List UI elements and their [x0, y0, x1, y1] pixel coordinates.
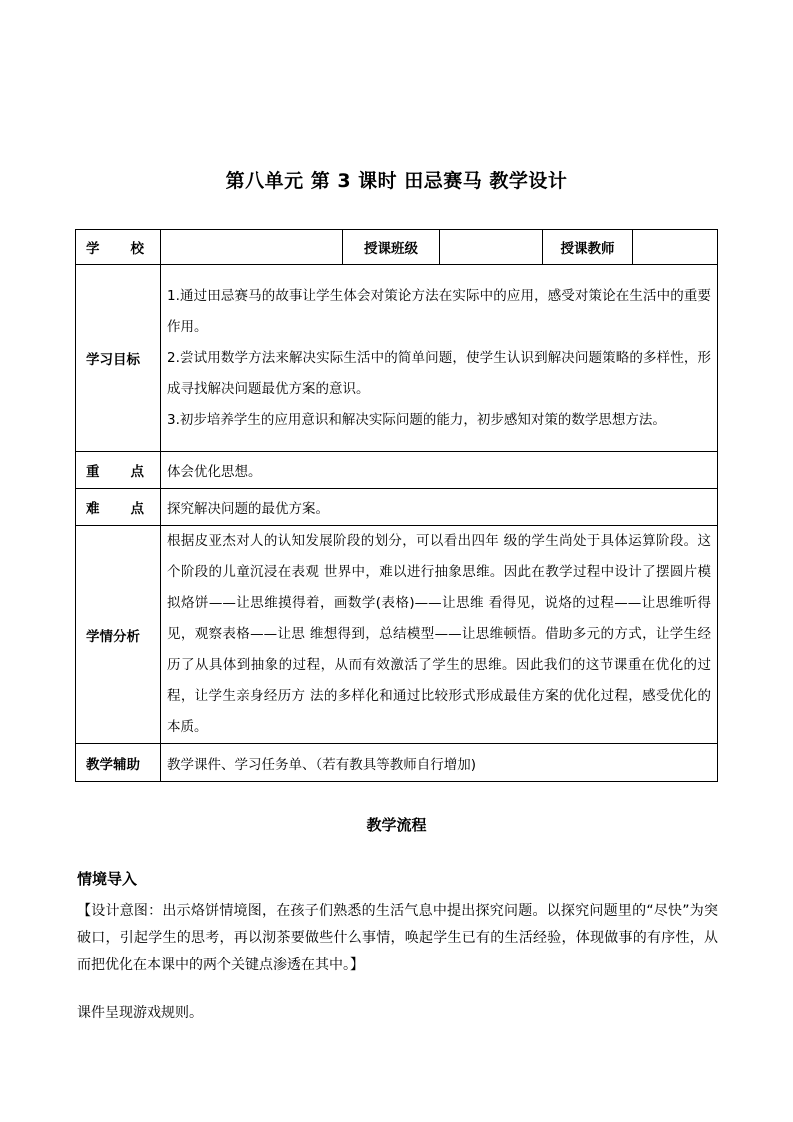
objectives-label-text: 学习目标 [86, 352, 140, 368]
lesson-info-table [75, 229, 718, 782]
class-label-cell: 授课班级 [343, 230, 440, 265]
school-value-cell[interactable] [161, 230, 343, 265]
difficulty-label-char-2: 点 [130, 501, 144, 517]
table-row-difficulty [76, 489, 718, 526]
key-point-label-char-2: 点 [130, 464, 144, 480]
school-label-char-1: 学 [86, 241, 100, 257]
analysis-value [161, 526, 718, 744]
aids-label-text: 教学辅助 [86, 756, 140, 773]
difficulty-label [76, 489, 161, 526]
design-intent-paragraph: 【设计意图：出示烙饼情境图，在孩子们熟悉的生活气息中提出探究问题。以探究问题里的“尽快”为突破口，引起学生的思考，再以沏茶要做些什么事情，唤起学生已有的生活经验，体现做事的有序性，从而把优化在本课中的两个关键点渗透在其中。】 [77, 903, 718, 973]
school-label-cell [76, 230, 161, 265]
aids-label [76, 744, 161, 782]
section-heading: 情境导入 [77, 870, 138, 888]
key-point-label-char-1: 重 [86, 464, 100, 480]
teacher-value-cell[interactable] [633, 230, 718, 265]
school-label-char-2: 校 [130, 241, 144, 257]
difficulty-value: 探究解决问题的最优方案。 [161, 489, 718, 526]
analysis-label-text: 学情分析 [86, 628, 140, 645]
objective-item-1: 1.通过田忌赛马的故事让学生体会对策论方法在实际中的应用，感受对策论在生活中的重要作用。 [167, 287, 711, 335]
aids-value: 教学课件、学习任务单、（若有教具等教师自行增加) [161, 744, 718, 782]
flow-title: 教学流程 [366, 816, 427, 834]
class-value-cell[interactable] [440, 230, 543, 265]
courseware-note: 课件呈现游戏规则。 [77, 1005, 203, 1021]
table-row-header [76, 230, 718, 265]
analysis-text: 根据皮亚杰对人的认知发展阶段的划分，可以看出四年 级的学生尚处于具体运算阶段。这个阶段的儿童沉浸在表观 世界中，难以进行抽象思维。因此在教学过程中设计了摆圆片模拟烙饼——让思维摸得着，画数学(表格)——让思维 看得见，说烙的过程——让思维听得见，观察表格——让思 维想得到，总结模型——让思维顿悟。借助多元的方式，让学生经历了从具体到抽象的过程，从而有效激活了学生的思维。因此我们的这节课重在优化的过程，让学生亲身经历方 法的多样化和通过比较形式形成最佳方案的优化过程，感受优化的本质。 [167, 533, 711, 735]
objective-item-3: 3.初步培养学生的应用意识和解决实际问题的能力，初步感知对策的数学思想方法。 [167, 411, 666, 428]
key-point-value: 体会优化思想。 [161, 452, 718, 489]
key-point-label [76, 452, 161, 489]
objectives-content [161, 265, 718, 452]
page-title: 第八单元 第 3 课时 田忌赛马 教学设计 [225, 170, 568, 192]
table-row-aids [76, 744, 718, 782]
objective-item-2: 2.尝试用数学方法来解决实际生活中的简单问题，使学生认识到解决问题策略的多样性，形成寻找解决问题最优方案的意识。 [167, 349, 711, 397]
analysis-label [76, 526, 161, 744]
objectives-label [76, 265, 161, 452]
table-row-key-point [76, 452, 718, 489]
table-row-analysis [76, 526, 718, 744]
table-row-objectives [76, 265, 718, 452]
teacher-label-cell: 授课教师 [543, 230, 633, 265]
difficulty-label-char-1: 难 [86, 501, 100, 517]
